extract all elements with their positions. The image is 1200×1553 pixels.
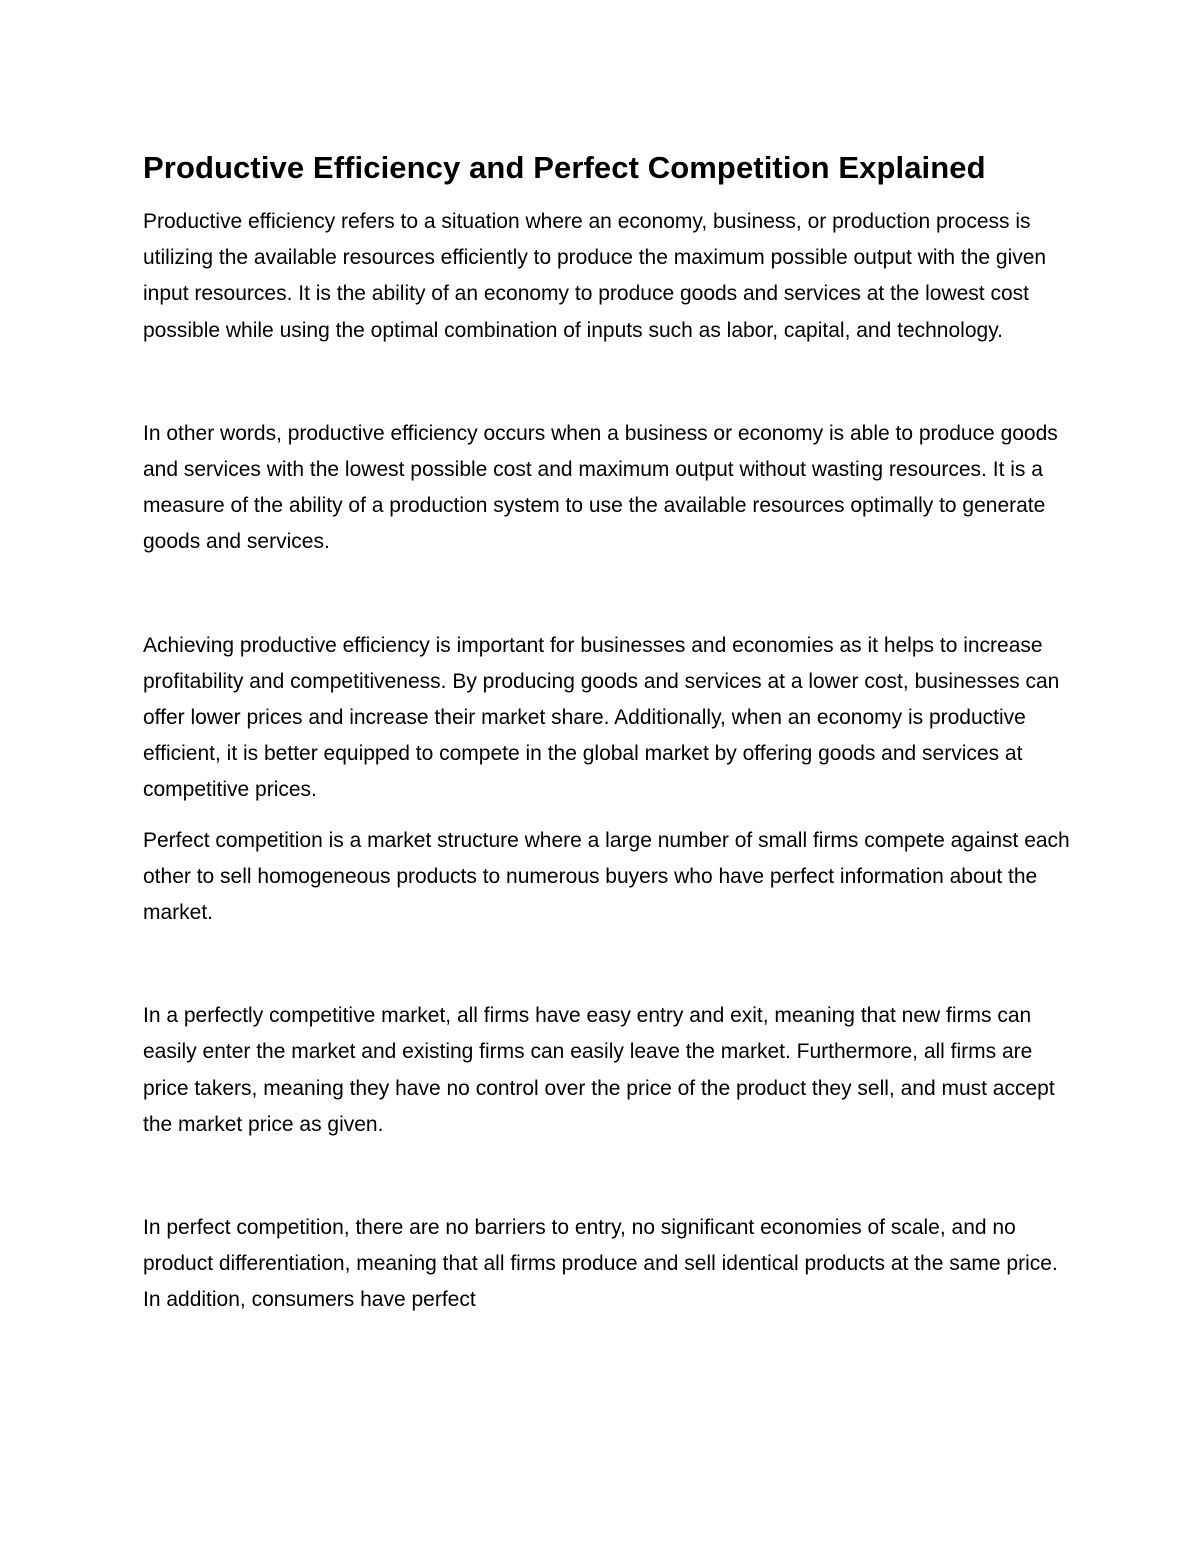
document-body (143, 148, 1073, 1319)
paragraph-no-barriers: In perfect competition, there are no barriers to entry, no significant economies of scale, and no product differentiation, meaning that all firms produce and sell identical products at the same price. In addition, consumers have perfect (143, 1216, 1058, 1312)
document-title: Productive Efficiency and Perfect Competition Explained (143, 150, 986, 185)
paragraph-perfect-competition-definition: Perfect competition is a market structure where a large number of small firms compete against each other to sell homogeneous products to numerous buyers who have perfect information about the market. (143, 828, 1070, 925)
paragraph-in-other-words: In other words, productive efficiency occurs when a business or economy is able to produce goods and services with the lowest possible cost and maximum output without wasting resources. It is a measure of the ability of a production system to use the available resources optimally to generate goods and services. (143, 421, 1058, 554)
paragraph-importance: Achieving productive efficiency is important for businesses and economies as it helps to increase profitability and competitiveness. By producing goods and services at a lower cost, businesses can offer lower prices and increase their market share. Additionally, when an economy is productive efficient, it is better equipped to compete in the global market by offering goods and services at competitive prices. (143, 633, 1060, 802)
paragraph-entry-exit: In a perfectly competitive market, all firms have easy entry and exit, meaning that new firms can easily enter the market and existing firms can easily leave the market. Furthermore, all firms are price takers, meaning they have no control over the price of the product they sell, and must accept the market price as given. (143, 1004, 1055, 1136)
paragraph-productive-efficiency-definition: Productive efficiency refers to a situation where an economy, business, or production process is utilizing the available resources efficiently to produce the maximum possible output with the given input resources. It is the ability of an economy to produce goods and services at the lowest cost possible while using the optimal combination of inputs such as labor, capital, and technology. (143, 210, 1047, 342)
